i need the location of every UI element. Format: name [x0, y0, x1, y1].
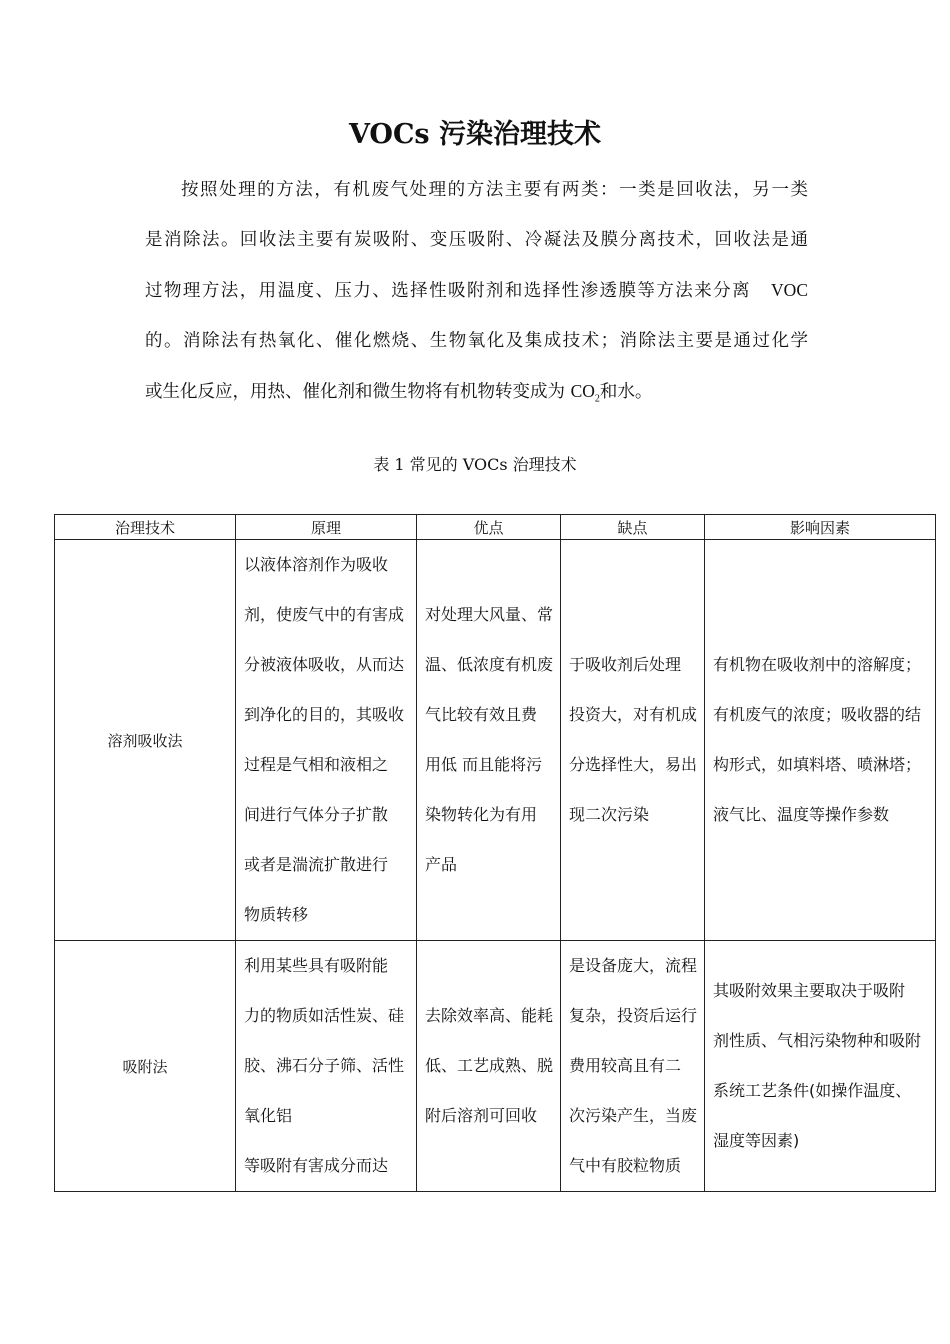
co2-formula: $CO_2$ — [570, 381, 600, 405]
voc-technology-table — [54, 514, 936, 1192]
header-technology: 治理技术 — [55, 515, 236, 540]
technology-name: 吸附法 — [55, 941, 236, 1192]
table-row — [55, 941, 936, 1192]
header-advantages: 优点 — [417, 515, 561, 540]
paragraph-line: 的。消除法有热氧化、催化燃烧、生物氧化及集成技术；消除法主要是通过化学 — [145, 331, 808, 351]
paragraph-line — [145, 265, 808, 316]
disadvantages-cell: 于吸收剂后处理 投资大，对有机成 分选择性大，易出 现二次污染 — [561, 540, 705, 941]
document-title: VOCs 污染治理技术 — [348, 119, 602, 150]
disadvantages-cell: 是设备庞大，流程 复杂，投资后运行 费用较高且有二 次污染产生，当废 气中有胶粒物质 — [561, 941, 705, 1192]
advantages-cell: 对处理大风量、常 温、低浓度有机废 气比较有效且费 用低 而且能将污 染物转化为有用 产品 — [417, 540, 561, 941]
table-row — [55, 540, 936, 941]
advantages-cell: 去除效率高、能耗 低、工艺成熟、脱 附后溶剂可回收 — [417, 941, 561, 1192]
header-factors: 影响因素 — [705, 515, 936, 540]
factors-cell: 其吸附效果主要取决于吸附 剂性质、气相污染物种和吸附 系统工艺条件(如操作温度、 湿度等因素) — [705, 941, 936, 1192]
table-header-row — [55, 515, 936, 540]
table-caption: 表 1 常见的 VOCs 治理技术 — [373, 455, 577, 474]
principle-cell: 利用某些具有吸附能 力的物质如活性炭、硅 胶、沸石分子筛、活性 氧化铝 等吸附有害成分而达 — [236, 941, 417, 1192]
paragraph-line-text: 或生化反应，用热、催化剂和微生物将有机物转变成为 — [145, 382, 565, 402]
voc-term: VOC — [771, 280, 808, 300]
intro-paragraph — [145, 165, 808, 425]
technology-name: 溶剂吸收法 — [55, 540, 236, 941]
factors-cell: 有机物在吸收剂中的溶解度； 有机废气的浓度；吸收器的结 构形式，如填料塔、喷淋塔； 液气比、温度等操作参数 — [705, 540, 936, 941]
header-disadvantages: 缺点 — [561, 515, 705, 540]
principle-cell: 以液体溶剂作为吸收 剂，使废气中的有害成 分被液体吸收，从而达 到净化的目的，其吸收 过程是气相和液相之 间进行气体分子扩散 或者是湍流扩散进行 物质转移 — [236, 540, 417, 941]
paragraph-line — [145, 366, 808, 425]
header-principle: 原理 — [236, 515, 417, 540]
paragraph-ending: 和水。 — [599, 382, 653, 402]
paragraph-line: 按照处理的方法，有机废气处理的方法主要有两类：一类是回收法，另一类 — [181, 180, 808, 200]
paragraph-line: 是消除法。回收法主要有炭吸附、变压吸附、冷凝法及膜分离技术，回收法是通 — [145, 230, 808, 250]
paragraph-line-text: 过物理方法，用温度、压力、选择性吸附剂和选择性渗透膜等方法来分离 — [145, 281, 752, 301]
